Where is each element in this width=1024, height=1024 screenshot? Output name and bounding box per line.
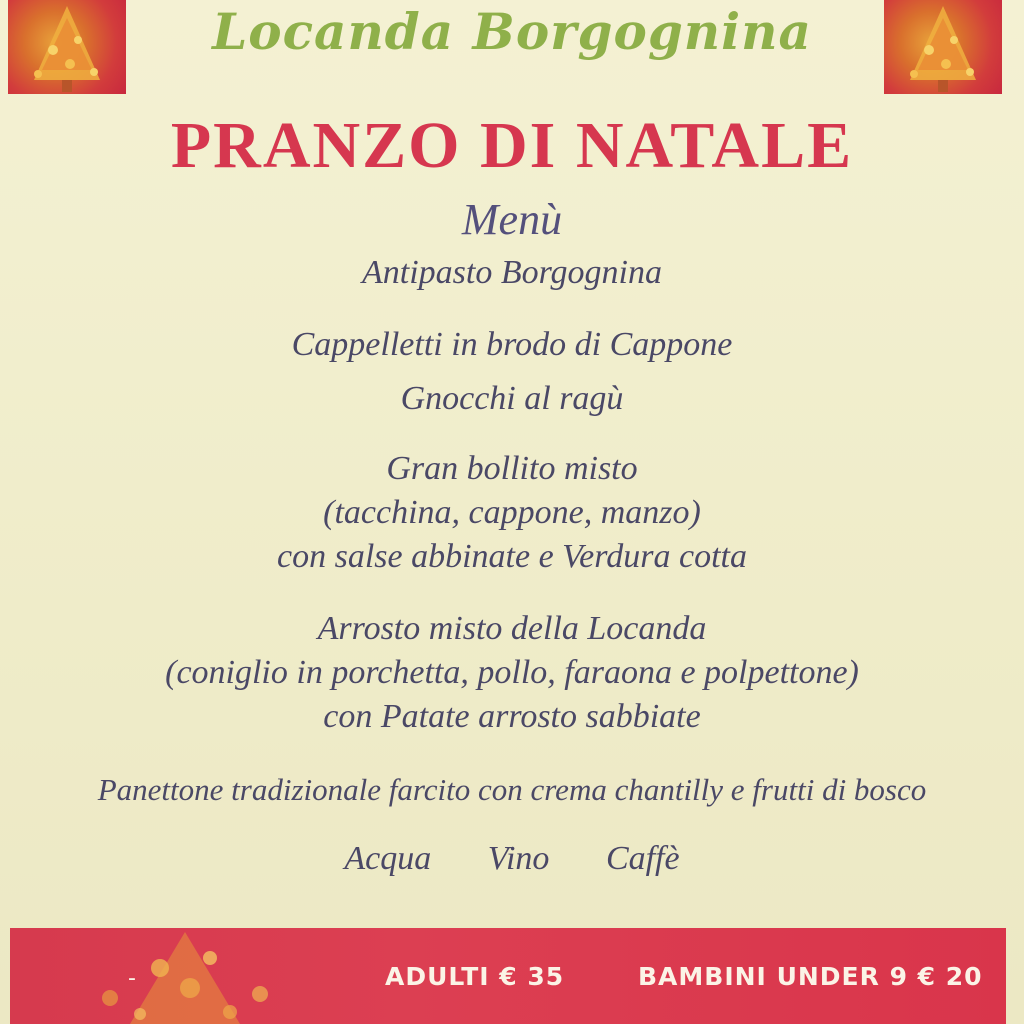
- restaurant-name: Locanda Borgognina: [212, 2, 812, 61]
- page-title: PRANZO DI NATALE: [170, 109, 854, 182]
- drink-water: Acqua: [344, 840, 432, 877]
- menu-item-arrosto-title: Arrosto misto della Locanda: [317, 610, 707, 647]
- menu-item-antipasto: Antipasto Borgognina: [361, 254, 663, 291]
- drinks-row: [0, 840, 1024, 878]
- menu-item-arrosto-detail: (coniglio in porchetta, pollo, faraona e polpettone): [165, 654, 859, 691]
- menu-item-bollito-detail: (tacchina, cappone, manzo): [323, 494, 701, 531]
- menu-item-dolce: Panettone tradizionale farcito con crema chantilly e frutti di bosco: [97, 772, 927, 807]
- menu-item-bollito-side: con salse abbinate e Verdura cotta: [277, 538, 747, 575]
- menu-item-primo-2: Gnocchi al ragù: [400, 380, 624, 417]
- menu-item-primo-1: Cappelletti in brodo di Cappone: [291, 326, 733, 363]
- christmas-tree-decoration: [70, 928, 300, 1024]
- drink-coffee: Caffè: [605, 840, 680, 877]
- price-banner: [10, 928, 1006, 1024]
- separator-dash: -: [128, 966, 136, 991]
- price-adults: ADULTI € 35: [385, 962, 565, 991]
- menu-heading: Menù: [461, 195, 563, 244]
- menu-item-arrosto-side: con Patate arrosto sabbiate: [323, 698, 701, 735]
- menu-item-bollito-title: Gran bollito misto: [386, 450, 638, 487]
- drink-wine: Vino: [487, 840, 550, 877]
- price-children: BAMBINI UNDER 9 € 20: [638, 962, 983, 991]
